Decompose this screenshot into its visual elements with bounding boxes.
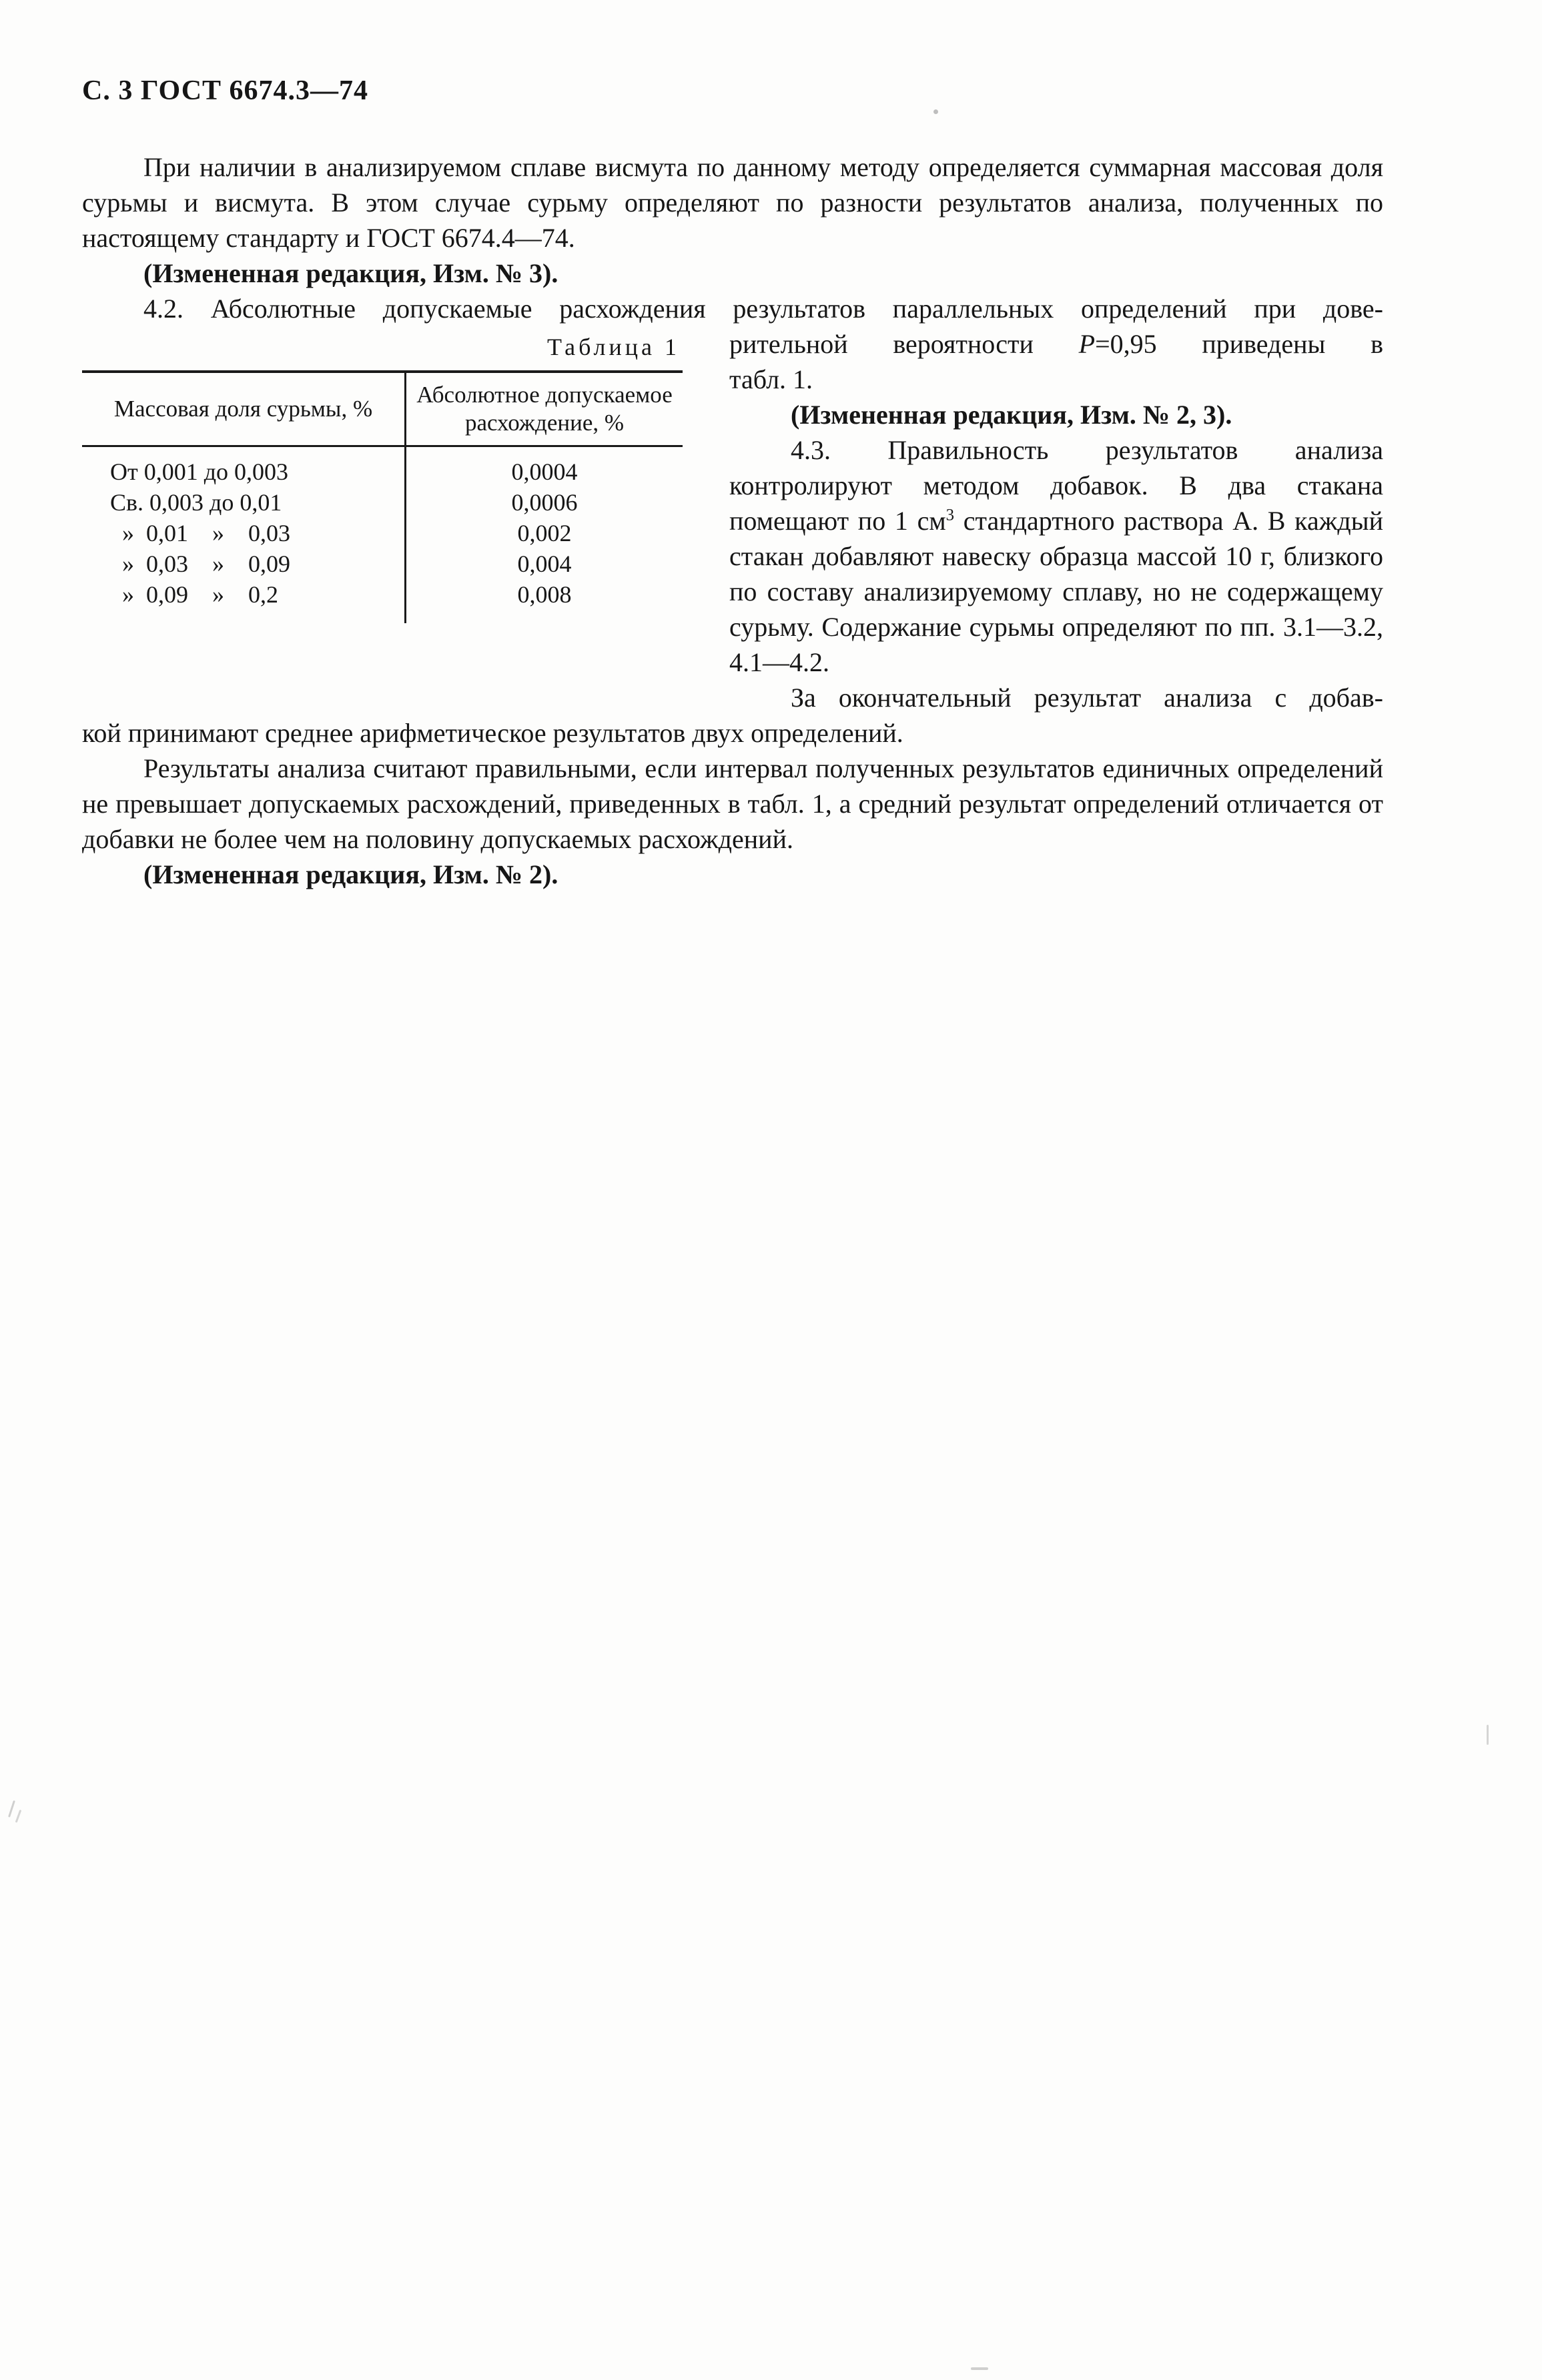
range-cell: » 0,09 » 0,2 <box>82 579 406 623</box>
scan-artifact-mark <box>1487 1725 1489 1745</box>
table-row <box>82 487 683 518</box>
scan-artifact-dot <box>933 109 938 114</box>
two-column-region <box>82 326 1383 715</box>
table-row <box>82 548 683 579</box>
text-column <box>729 326 1383 715</box>
addition-result-start: За окончательный результат анализа с добав- <box>791 683 1383 713</box>
revision-note-final: (Измененная редакция, Изм. № 2). <box>143 859 558 889</box>
discrepancy-table <box>82 370 683 623</box>
superscript-3: 3 <box>945 506 955 524</box>
range-cell: » 0,03 » 0,09 <box>82 548 406 579</box>
col-header-discrepancy: Абсолютное допускаемое расхождение, % <box>406 372 683 446</box>
addition-result-continuation: кой принимают среднее арифметическое результатов двух определений. <box>82 718 903 748</box>
range-cell: » 0,01 » 0,03 <box>82 518 406 548</box>
scan-artifact-mark <box>15 1810 22 1823</box>
value-cell: 0,002 <box>517 520 572 546</box>
section-4-3-paragraph <box>729 432 1383 680</box>
page-header: С. 3 ГОСТ 6674.3—74 <box>82 75 369 106</box>
section-4-3-text-b: стандартного раствора А. В каждый стакан добавляют навеску образца массой 10 г, близкого по составу анализируемому сплаву, но не содержащему сурьму. Содержание сурьмы определяют по пп. 3.1—3.2, 4.1—4.2. <box>729 506 1384 677</box>
probability-symbol: Р <box>1078 329 1096 359</box>
document-content <box>82 0 1383 892</box>
continuation-line-2: табл. 1. <box>729 364 813 394</box>
revision-note-izm3: (Измененная редакция, Изм. № 3). <box>143 258 558 288</box>
table-row <box>82 518 683 548</box>
table-column <box>82 326 683 715</box>
section-4-2-first-line: 4.2. Абсолютные допускаемые расхождения результатов параллельных определений при дове- <box>143 294 1383 324</box>
section-4-2-continuation <box>729 326 1383 397</box>
scan-artifact-mark <box>8 1800 15 1818</box>
intro-paragraph: При наличии в анализируемом сплаве висмута по данному методу определяется суммарная массовая доля сурьмы и висмута. В этом случае сурьму определяют по разности результатов анализа, полученных по настоящему стандарту и ГОСТ 6674.4—74. <box>82 152 1383 253</box>
continuation-text-b: =0,95 приведены в <box>1095 329 1383 359</box>
scan-artifact-mark <box>971 2367 988 2370</box>
value-cell: 0,0006 <box>511 489 578 516</box>
table-row <box>82 579 683 623</box>
value-cell: 0,004 <box>517 550 572 577</box>
table-row <box>82 446 683 488</box>
continuation-text-a: рительной вероятности <box>729 329 1079 359</box>
col-header-mass-fraction: Массовая доля сурьмы, % <box>82 372 406 446</box>
range-cell: От 0,001 до 0,003 <box>82 446 406 488</box>
value-cell: 0,0004 <box>511 458 578 485</box>
results-validity-paragraph: Результаты анализа считают правильными, если интервал полученных результатов единичных определений не превышает допускаемых расхождений, приведенных в табл. 1, а средний результат определений отличается от добавки не более чем на половину допускаемых расхождений. <box>82 753 1383 854</box>
continuation-line-1 <box>729 326 1383 362</box>
revision-note-izm23: (Измененная редакция, Изм. № 2, 3). <box>791 400 1232 430</box>
range-cell: Св. 0,003 до 0,01 <box>82 487 406 518</box>
value-cell: 0,008 <box>517 581 572 608</box>
table-header-row <box>82 372 683 446</box>
table-caption: Таблица 1 <box>547 334 680 360</box>
section-4-3-text-a: 4.3. Правильность результатов анализа контролируют методом добавок. В два стакана помещают по 1 см <box>729 435 1383 536</box>
